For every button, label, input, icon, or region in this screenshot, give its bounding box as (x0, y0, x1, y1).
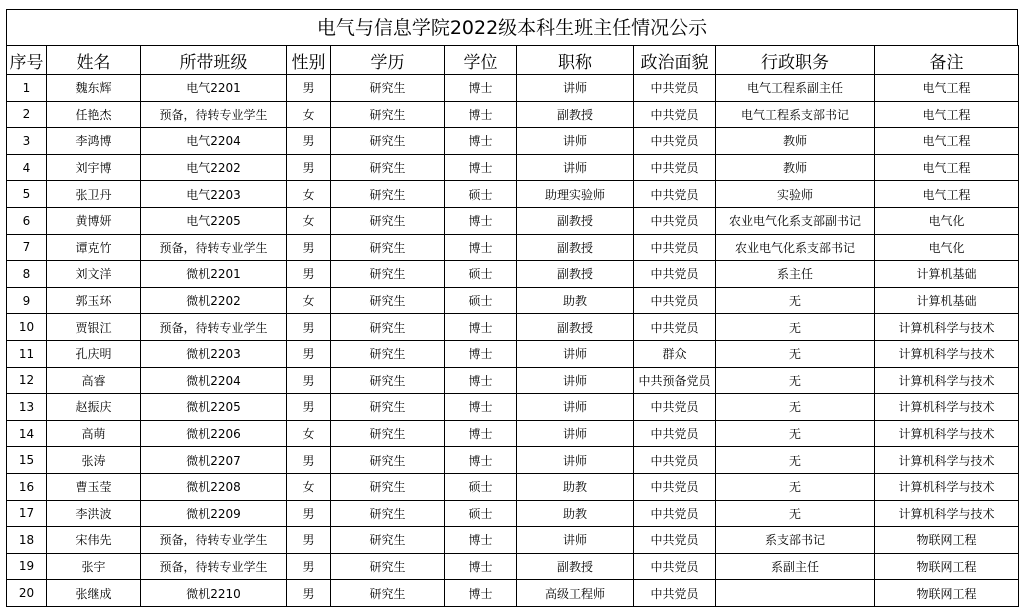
cell-remarks[interactable]: 计算机科学与技术 (875, 367, 1019, 394)
table-row (7, 367, 1019, 394)
cell-remarks[interactable]: 电气工程 (875, 154, 1019, 181)
cell-degree[interactable]: 博士 (445, 234, 517, 261)
cell-gender[interactable]: 男 (287, 75, 331, 102)
cell-degree[interactable]: 硕士 (445, 473, 517, 500)
cell-class[interactable]: 微机2205 (141, 394, 287, 421)
cell-admin-position[interactable]: 无 (716, 500, 875, 527)
cell-gender[interactable]: 男 (287, 128, 331, 155)
cell-political-status[interactable]: 中共党员 (634, 553, 716, 580)
cell-education[interactable]: 研究生 (331, 101, 445, 128)
cell-name[interactable]: 李洪波 (47, 500, 141, 527)
cell-index[interactable]: 4 (7, 154, 47, 181)
table-row (7, 234, 1019, 261)
cell-degree[interactable]: 博士 (445, 553, 517, 580)
cell-class[interactable]: 微机2202 (141, 287, 287, 314)
table-row (7, 447, 1019, 474)
cell-index[interactable]: 14 (7, 420, 47, 447)
header-row (7, 46, 1019, 75)
cell-name[interactable]: 曹玉莹 (47, 473, 141, 500)
cell-title[interactable]: 讲师 (517, 75, 634, 102)
cell-class[interactable]: 电气2205 (141, 207, 287, 234)
cell-political-status[interactable]: 中共党员 (634, 101, 716, 128)
cell-admin-position[interactable]: 无 (716, 447, 875, 474)
cell-gender[interactable]: 男 (287, 394, 331, 421)
cell-political-status[interactable]: 中共党员 (634, 473, 716, 500)
cell-education[interactable]: 研究生 (331, 207, 445, 234)
cell-index[interactable]: 13 (7, 394, 47, 421)
cell-title[interactable]: 助教 (517, 287, 634, 314)
cell-index[interactable]: 3 (7, 128, 47, 155)
header-education[interactable]: 学历 (331, 46, 445, 75)
cell-index[interactable]: 19 (7, 553, 47, 580)
cell-education[interactable]: 研究生 (331, 75, 445, 102)
cell-index[interactable]: 12 (7, 367, 47, 394)
cell-degree[interactable]: 博士 (445, 580, 517, 607)
cell-class[interactable]: 预备，待转专业学生 (141, 553, 287, 580)
cell-title[interactable]: 讲师 (517, 154, 634, 181)
cell-name[interactable]: 张卫丹 (47, 181, 141, 208)
cell-name[interactable]: 郭玉环 (47, 287, 141, 314)
cell-index[interactable]: 7 (7, 234, 47, 261)
table-row (7, 287, 1019, 314)
cell-degree[interactable]: 博士 (445, 367, 517, 394)
cell-class[interactable]: 微机2203 (141, 340, 287, 367)
cell-gender[interactable]: 女 (287, 101, 331, 128)
table-row (7, 261, 1019, 288)
header-class[interactable]: 所带班级 (141, 46, 287, 75)
teacher-table (6, 45, 1019, 607)
cell-gender[interactable]: 男 (287, 447, 331, 474)
cell-class[interactable]: 电气2202 (141, 154, 287, 181)
cell-admin-position[interactable]: 教师 (716, 128, 875, 155)
cell-index[interactable]: 17 (7, 500, 47, 527)
cell-title[interactable]: 副教授 (517, 553, 634, 580)
cell-gender[interactable]: 男 (287, 580, 331, 607)
cell-name[interactable]: 李鸿博 (47, 128, 141, 155)
cell-political-status[interactable]: 群众 (634, 340, 716, 367)
cell-title[interactable]: 讲师 (517, 527, 634, 554)
header-title[interactable]: 职称 (517, 46, 634, 75)
cell-political-status[interactable]: 中共预备党员 (634, 367, 716, 394)
cell-title[interactable]: 助教 (517, 500, 634, 527)
cell-degree[interactable]: 博士 (445, 207, 517, 234)
cell-name[interactable]: 谭克竹 (47, 234, 141, 261)
cell-remarks[interactable]: 计算机基础 (875, 287, 1019, 314)
cell-degree[interactable]: 博士 (445, 447, 517, 474)
cell-gender[interactable]: 女 (287, 207, 331, 234)
cell-class[interactable]: 微机2204 (141, 367, 287, 394)
cell-remarks[interactable]: 计算机基础 (875, 261, 1019, 288)
cell-name[interactable]: 刘宇博 (47, 154, 141, 181)
cell-political-status[interactable]: 中共党员 (634, 420, 716, 447)
cell-remarks[interactable]: 电气工程 (875, 75, 1019, 102)
cell-gender[interactable]: 男 (287, 340, 331, 367)
table-row (7, 314, 1019, 341)
cell-political-status[interactable]: 中共党员 (634, 580, 716, 607)
cell-admin-position[interactable]: 电气工程系支部书记 (716, 101, 875, 128)
cell-class[interactable]: 预备，待转专业学生 (141, 527, 287, 554)
cell-degree[interactable]: 博士 (445, 420, 517, 447)
cell-index[interactable]: 1 (7, 75, 47, 102)
cell-index[interactable]: 5 (7, 181, 47, 208)
table-row (7, 527, 1019, 554)
cell-title[interactable]: 讲师 (517, 447, 634, 474)
cell-political-status[interactable]: 中共党员 (634, 394, 716, 421)
table-row (7, 553, 1019, 580)
cell-name[interactable]: 孔庆明 (47, 340, 141, 367)
table-row (7, 340, 1019, 367)
cell-index[interactable]: 20 (7, 580, 47, 607)
cell-admin-position[interactable]: 农业电气化系支部副书记 (716, 207, 875, 234)
cell-title[interactable]: 讲师 (517, 420, 634, 447)
cell-education[interactable]: 研究生 (331, 527, 445, 554)
cell-class[interactable]: 微机2206 (141, 420, 287, 447)
table-row (7, 473, 1019, 500)
cell-education[interactable]: 研究生 (331, 340, 445, 367)
cell-education[interactable]: 研究生 (331, 234, 445, 261)
table-row (7, 420, 1019, 447)
cell-remarks[interactable]: 电气工程 (875, 181, 1019, 208)
cell-remarks[interactable]: 物联网工程 (875, 527, 1019, 554)
cell-admin-position[interactable]: 无 (716, 314, 875, 341)
cell-admin-position[interactable]: 无 (716, 340, 875, 367)
cell-title[interactable]: 副教授 (517, 314, 634, 341)
cell-name[interactable]: 任艳杰 (47, 101, 141, 128)
cell-admin-position[interactable]: 无 (716, 394, 875, 421)
cell-gender[interactable]: 男 (287, 527, 331, 554)
cell-admin-position[interactable] (716, 580, 875, 607)
cell-admin-position[interactable]: 无 (716, 473, 875, 500)
cell-gender[interactable]: 男 (287, 314, 331, 341)
cell-class[interactable]: 电气2203 (141, 181, 287, 208)
cell-education[interactable]: 研究生 (331, 473, 445, 500)
cell-name[interactable]: 黄博妍 (47, 207, 141, 234)
cell-degree[interactable]: 硕士 (445, 261, 517, 288)
cell-political-status[interactable]: 中共党员 (634, 314, 716, 341)
cell-title[interactable]: 讲师 (517, 340, 634, 367)
cell-admin-position[interactable]: 无 (716, 287, 875, 314)
cell-remarks[interactable]: 计算机科学与技术 (875, 473, 1019, 500)
cell-education[interactable]: 研究生 (331, 128, 445, 155)
cell-remarks[interactable]: 物联网工程 (875, 553, 1019, 580)
table-row (7, 580, 1019, 607)
cell-degree[interactable]: 硕士 (445, 287, 517, 314)
cell-title[interactable]: 副教授 (517, 234, 634, 261)
cell-admin-position[interactable]: 系副主任 (716, 553, 875, 580)
cell-gender[interactable]: 男 (287, 500, 331, 527)
cell-education[interactable]: 研究生 (331, 420, 445, 447)
cell-class[interactable]: 微机2209 (141, 500, 287, 527)
table-row (7, 394, 1019, 421)
cell-political-status[interactable]: 中共党员 (634, 447, 716, 474)
table-row (7, 500, 1019, 527)
cell-title[interactable]: 副教授 (517, 261, 634, 288)
cell-class[interactable]: 微机2207 (141, 447, 287, 474)
cell-title[interactable]: 助教 (517, 473, 634, 500)
cell-title[interactable]: 讲师 (517, 128, 634, 155)
cell-name[interactable]: 贾银江 (47, 314, 141, 341)
cell-name[interactable]: 高睿 (47, 367, 141, 394)
header-political-status[interactable]: 政治面貌 (634, 46, 716, 75)
table-row (7, 181, 1019, 208)
cell-index[interactable]: 2 (7, 101, 47, 128)
cell-gender[interactable]: 男 (287, 154, 331, 181)
cell-title[interactable]: 副教授 (517, 207, 634, 234)
cell-name[interactable]: 张宇 (47, 553, 141, 580)
cell-name[interactable]: 高萌 (47, 420, 141, 447)
cell-degree[interactable]: 博士 (445, 314, 517, 341)
header-gender[interactable]: 性别 (287, 46, 331, 75)
cell-education[interactable]: 研究生 (331, 154, 445, 181)
cell-index[interactable]: 15 (7, 447, 47, 474)
cell-education[interactable]: 研究生 (331, 287, 445, 314)
cell-remarks[interactable]: 物联网工程 (875, 580, 1019, 607)
cell-admin-position[interactable]: 农业电气化系支部书记 (716, 234, 875, 261)
cell-political-status[interactable]: 中共党员 (634, 207, 716, 234)
cell-degree[interactable]: 博士 (445, 394, 517, 421)
cell-degree[interactable]: 博士 (445, 527, 517, 554)
cell-admin-position[interactable]: 实验师 (716, 181, 875, 208)
cell-admin-position[interactable]: 无 (716, 420, 875, 447)
cell-class[interactable]: 预备，待转专业学生 (141, 101, 287, 128)
cell-remarks[interactable]: 电气化 (875, 234, 1019, 261)
header-admin-position[interactable]: 行政职务 (716, 46, 875, 75)
cell-education[interactable]: 研究生 (331, 580, 445, 607)
cell-index[interactable]: 18 (7, 527, 47, 554)
cell-class[interactable]: 微机2208 (141, 473, 287, 500)
cell-education[interactable]: 研究生 (331, 553, 445, 580)
cell-education[interactable]: 研究生 (331, 394, 445, 421)
cell-admin-position[interactable]: 教师 (716, 154, 875, 181)
cell-name[interactable]: 张涛 (47, 447, 141, 474)
cell-remarks[interactable]: 电气工程 (875, 128, 1019, 155)
cell-title[interactable]: 讲师 (517, 394, 634, 421)
cell-class[interactable]: 微机2210 (141, 580, 287, 607)
cell-index[interactable]: 10 (7, 314, 47, 341)
cell-admin-position[interactable]: 系支部书记 (716, 527, 875, 554)
cell-name[interactable]: 张继成 (47, 580, 141, 607)
header-degree[interactable]: 学位 (445, 46, 517, 75)
cell-index[interactable]: 11 (7, 340, 47, 367)
cell-gender[interactable]: 女 (287, 181, 331, 208)
table-row (7, 75, 1019, 102)
cell-political-status[interactable]: 中共党员 (634, 234, 716, 261)
cell-class[interactable]: 预备，待转专业学生 (141, 314, 287, 341)
cell-education[interactable]: 研究生 (331, 367, 445, 394)
cell-remarks[interactable]: 计算机科学与技术 (875, 340, 1019, 367)
cell-degree[interactable]: 硕士 (445, 181, 517, 208)
cell-education[interactable]: 研究生 (331, 261, 445, 288)
cell-name[interactable]: 宋伟先 (47, 527, 141, 554)
header-name[interactable]: 姓名 (47, 46, 141, 75)
cell-degree[interactable]: 博士 (445, 154, 517, 181)
table-row (7, 101, 1019, 128)
cell-political-status[interactable]: 中共党员 (634, 181, 716, 208)
cell-degree[interactable]: 硕士 (445, 500, 517, 527)
header-index[interactable]: 序号 (7, 46, 47, 75)
cell-remarks[interactable]: 计算机科学与技术 (875, 500, 1019, 527)
cell-education[interactable]: 研究生 (331, 181, 445, 208)
cell-name[interactable]: 魏东辉 (47, 75, 141, 102)
cell-index[interactable]: 9 (7, 287, 47, 314)
table-row (7, 207, 1019, 234)
cell-political-status[interactable]: 中共党员 (634, 261, 716, 288)
cell-index[interactable]: 16 (7, 473, 47, 500)
cell-admin-position[interactable]: 系主任 (716, 261, 875, 288)
cell-remarks[interactable]: 电气工程 (875, 101, 1019, 128)
cell-title[interactable]: 副教授 (517, 101, 634, 128)
cell-degree[interactable]: 博士 (445, 340, 517, 367)
cell-class[interactable]: 预备，待转专业学生 (141, 234, 287, 261)
table-row (7, 128, 1019, 155)
cell-admin-position[interactable]: 无 (716, 367, 875, 394)
cell-remarks[interactable]: 计算机科学与技术 (875, 420, 1019, 447)
cell-gender[interactable]: 女 (287, 420, 331, 447)
table-title: 电气与信息学院2022级本科生班主任情况公示 (6, 9, 1018, 45)
cell-gender[interactable]: 男 (287, 367, 331, 394)
cell-class[interactable]: 电气2201 (141, 75, 287, 102)
cell-remarks[interactable]: 电气化 (875, 207, 1019, 234)
cell-political-status[interactable]: 中共党员 (634, 500, 716, 527)
table-row (7, 154, 1019, 181)
cell-education[interactable]: 研究生 (331, 314, 445, 341)
cell-title[interactable]: 助理实验师 (517, 181, 634, 208)
cell-political-status[interactable]: 中共党员 (634, 75, 716, 102)
cell-political-status[interactable]: 中共党员 (634, 287, 716, 314)
cell-gender[interactable]: 男 (287, 234, 331, 261)
cell-remarks[interactable]: 计算机科学与技术 (875, 314, 1019, 341)
cell-admin-position[interactable]: 电气工程系副主任 (716, 75, 875, 102)
cell-class[interactable]: 微机2201 (141, 261, 287, 288)
cell-name[interactable]: 刘文洋 (47, 261, 141, 288)
cell-gender[interactable]: 男 (287, 261, 331, 288)
cell-degree[interactable]: 博士 (445, 101, 517, 128)
cell-class[interactable]: 电气2204 (141, 128, 287, 155)
cell-remarks[interactable]: 计算机科学与技术 (875, 394, 1019, 421)
cell-political-status[interactable]: 中共党员 (634, 128, 716, 155)
cell-remarks[interactable]: 计算机科学与技术 (875, 447, 1019, 474)
cell-degree[interactable]: 博士 (445, 128, 517, 155)
cell-title[interactable]: 讲师 (517, 367, 634, 394)
cell-gender[interactable]: 女 (287, 287, 331, 314)
header-remarks[interactable]: 备注 (875, 46, 1019, 75)
cell-title[interactable]: 高级工程师 (517, 580, 634, 607)
cell-gender[interactable]: 女 (287, 473, 331, 500)
cell-gender[interactable]: 男 (287, 553, 331, 580)
cell-index[interactable]: 8 (7, 261, 47, 288)
cell-political-status[interactable]: 中共党员 (634, 154, 716, 181)
cell-name[interactable]: 赵振庆 (47, 394, 141, 421)
cell-index[interactable]: 6 (7, 207, 47, 234)
cell-education[interactable]: 研究生 (331, 447, 445, 474)
cell-education[interactable]: 研究生 (331, 500, 445, 527)
cell-political-status[interactable]: 中共党员 (634, 527, 716, 554)
cell-degree[interactable]: 博士 (445, 75, 517, 102)
table-body (7, 75, 1019, 607)
